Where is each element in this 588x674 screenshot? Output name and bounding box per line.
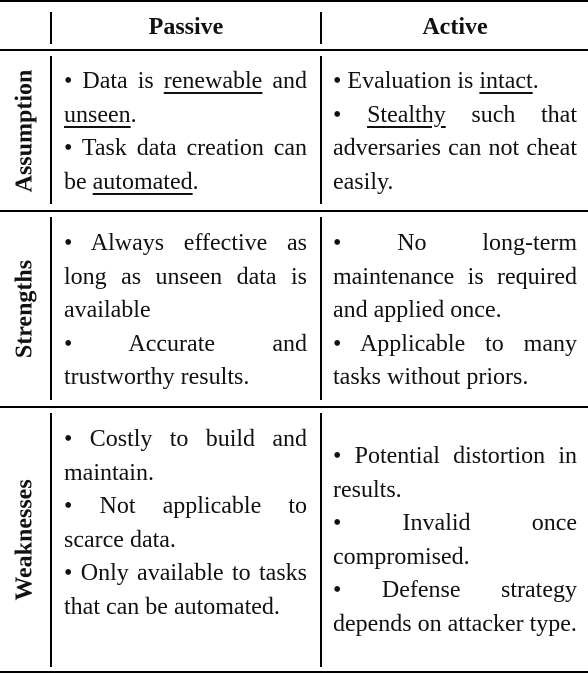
divider-mid-row1: [320, 56, 322, 204]
row-label-text: Strengths: [11, 259, 38, 359]
cell-assumption-passive: [64, 65, 307, 199]
bullet-item: [333, 99, 577, 200]
bullet-item: [64, 328, 307, 395]
bullet-text: • No long-term maintenance is required and applied once.: [333, 230, 577, 323]
bullet-text: • Invalid once compromised.: [333, 510, 577, 570]
bullet-item: [64, 227, 307, 328]
cell-assumption-active: [333, 65, 577, 199]
bullet-text: and: [262, 68, 307, 94]
bottom-rule: [0, 671, 588, 673]
bullet-item: [64, 490, 307, 557]
row-label-text: Assumption: [11, 69, 38, 192]
row-rule-1: [0, 210, 588, 212]
bullet-text: • Potential distortion in results.: [333, 443, 577, 503]
bullet-text: • Task data creation can be: [64, 135, 307, 195]
cell-weaknesses-passive: [64, 423, 307, 624]
cell-weaknesses-active: [333, 440, 577, 641]
bullet-item: [64, 132, 307, 199]
bullet-item: [64, 423, 307, 490]
bullet-text: • Data is: [64, 68, 164, 94]
underlined-term: unseen: [64, 101, 131, 128]
bullet-text: • Evaluation is: [333, 68, 480, 94]
cell-strengths-passive: [64, 227, 307, 395]
bullet-item: [333, 507, 577, 574]
bullet-item: [64, 65, 307, 132]
bullet-item: [333, 328, 577, 395]
underlined-term: intact: [479, 68, 533, 94]
divider-label-row1: [50, 56, 52, 204]
header-rule: [0, 49, 588, 51]
bullet-text: • Defense strategy depends on attacker type.: [333, 577, 577, 637]
row-label-weaknesses: [0, 408, 50, 671]
divider-mid-row2: [320, 217, 322, 400]
bullet-text: • Not applicable to scarce data.: [64, 493, 307, 553]
bullet-item: [333, 440, 577, 507]
bullet-text: • Always effective as long as unseen data is available: [64, 230, 307, 323]
bullet-text: • Accurate and trustworthy results.: [64, 330, 307, 390]
bullet-text: .: [192, 168, 199, 195]
divider-label-row2: [50, 217, 52, 400]
underlined-term: Stealthy: [367, 101, 446, 128]
underlined-term: automated: [92, 168, 193, 195]
divider-label-row3: [50, 413, 52, 667]
header-active: Active: [422, 14, 488, 40]
bullet-text: such that adversaries can not cheat easily.: [333, 101, 578, 195]
divider-mid-row3: [320, 413, 322, 667]
row-label-assumption: [0, 51, 50, 210]
bullet-text: • Only available to tasks that can be automated.: [64, 560, 307, 620]
bullet-item: [333, 227, 577, 328]
bullet-text: .: [532, 68, 539, 94]
header-passive: Passive: [148, 14, 224, 40]
cell-strengths-active: [333, 227, 577, 395]
top-rule: [0, 0, 588, 2]
bullet-text: • Applicable to many tasks without priors.: [333, 330, 577, 390]
row-label-strengths: [0, 212, 50, 406]
bullet-item: [64, 557, 307, 624]
row-label-text: Weaknesses: [11, 478, 38, 601]
bullet-item: [333, 65, 577, 99]
bullet-text: .: [130, 101, 137, 128]
bullet-item: [333, 574, 577, 641]
bullet-text: • Costly to build and maintain.: [64, 426, 307, 486]
underlined-term: renewable: [163, 68, 263, 94]
bullet-text: •: [333, 101, 368, 128]
row-rule-2: [0, 406, 588, 408]
